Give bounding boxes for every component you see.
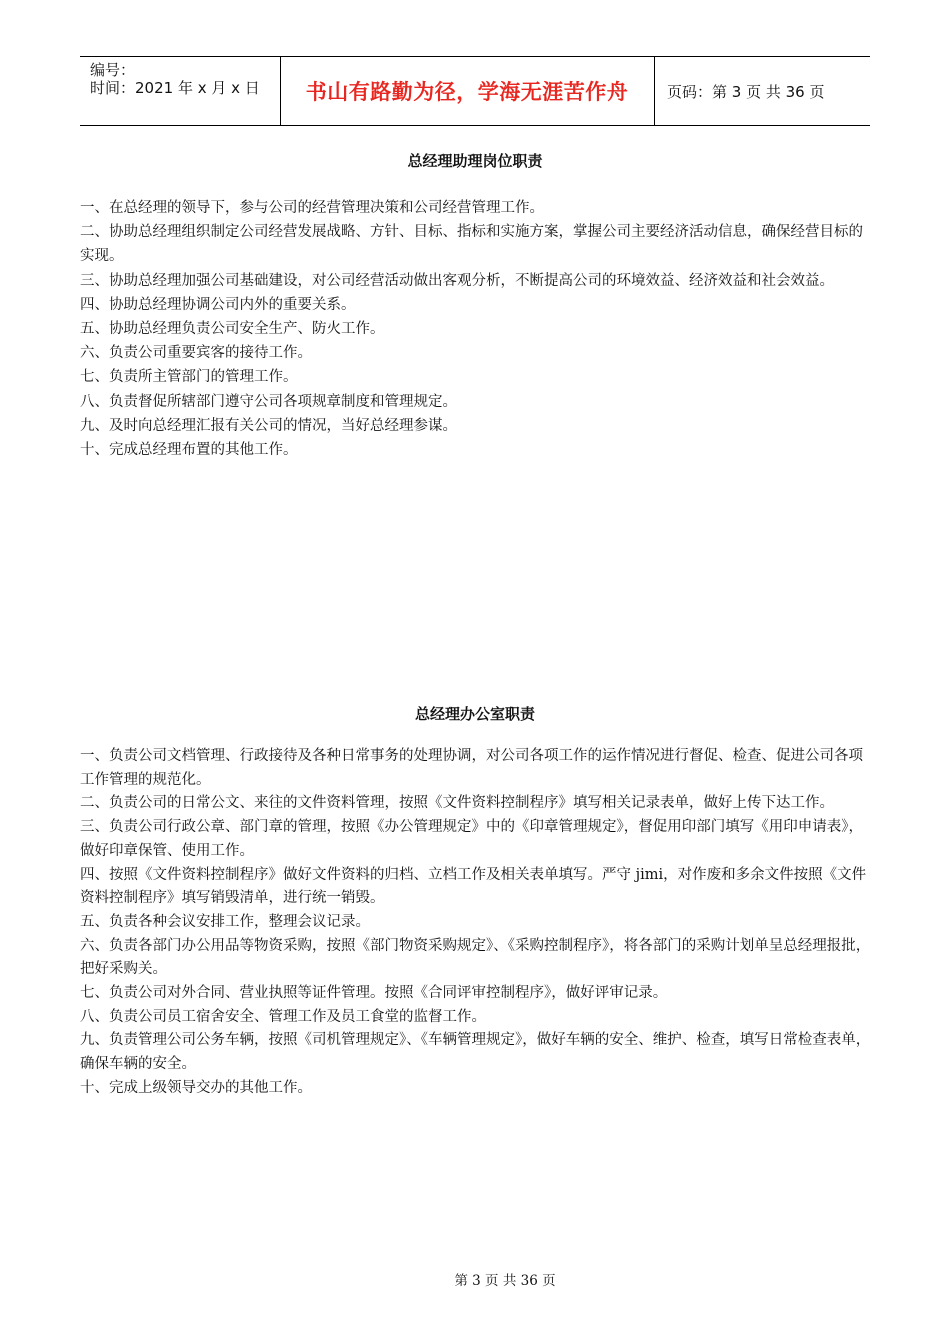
header-motto-cell	[280, 57, 655, 125]
list-item: 三、协助总经理加强公司基础建设，对公司经营活动做出客观分析，不断提高公司的环境效益、经济效益和社会效益。	[80, 272, 834, 289]
list-item: 五、协助总经理负责公司安全生产、防火工作。	[80, 321, 385, 338]
list-item: 四、按照《文件资料控制程序》做好文件资料的归档、立档工作及相关表单填写。严守 jimi，对作废和多余文件按照《文件资料控制程序》填写销毁清单，进行统一销毁。	[80, 866, 867, 907]
list-item: 七、负责公司对外合同、营业执照等证件管理。按照《合同评审控制程序》，做好评审记录。	[80, 985, 668, 1002]
list-item: 十、完成上级领导交办的其他工作。	[80, 1079, 312, 1096]
page-footer: 第 3 页 共 36 页	[454, 1273, 556, 1289]
list-item: 八、负责公司员工宿舍安全、管理工作及员工食堂的监督工作。	[80, 1008, 486, 1025]
header-page-code: 页码：第 3 页 共 36 页	[667, 82, 825, 101]
list-item: 四、协助总经理协调公司内外的重要关系。	[80, 296, 356, 313]
list-item: 六、负责各部门办公用品等物资采购，按照《部门物资采购规定》、《采购控制程序》，将各部门的采购计划单呈总经理报批，把好采购关。	[80, 937, 871, 978]
list-item: 三、负责公司行政公章、部门章的管理，按照《办公管理规定》中的《印章管理规定》，督促用印部门填写《用印申请表》，做好印章保管、使用工作。	[80, 819, 863, 859]
list-item: 七、负责所主管部门的管理工作。	[80, 369, 298, 386]
header-meta-cell	[80, 57, 281, 125]
header-motto: 书山有路勤为径，学海无涯苦作舟	[305, 80, 629, 104]
list-item: 二、负责公司的日常公文、来往的文件资料管理，按照《文件资料控制程序》填写相关记录表单，做好上传下达工作。	[80, 795, 834, 812]
list-item: 六、负责公司重要宾客的接待工作。	[80, 345, 312, 362]
document-header	[80, 56, 870, 126]
list-item: 一、负责公司文档管理、行政接待及各种日常事务的处理协调，对公司各项工作的运作情况进行督促、检查、促进公司各项工作管理的规范化。	[80, 748, 863, 788]
assistant-duties-list	[80, 196, 872, 462]
list-item: 九、负责管理公司公务车辆，按照《司机管理规定》、《车辆管理规定》，做好车辆的安全、维护、检查，填写日常检查表单，确保车辆的安全。	[80, 1032, 871, 1073]
section-title-office: 总经理办公室职责	[414, 705, 535, 723]
list-item: 九、及时向总经理汇报有关公司的情况，当好总经理参谋。	[80, 417, 457, 434]
list-item: 二、协助总经理组织制定公司经营发展战略、方针、目标、指标和实施方案，掌握公司主要经济活动信息，确保经营目标的实现。	[80, 224, 863, 265]
document-number-label: 编号：	[90, 61, 136, 79]
document-time-label: 时间：2021 年 x 月 x 日	[90, 79, 260, 97]
section-title-assistant: 总经理助理岗位职责	[407, 152, 543, 170]
office-duties-list	[80, 745, 872, 1101]
header-page-cell	[655, 57, 870, 125]
list-item: 八、负责督促所辖部门遵守公司各项规章制度和管理规定。	[80, 393, 457, 410]
list-item: 十、完成总经理布置的其他工作。	[80, 442, 298, 459]
list-item: 五、负责各种会议安排工作，整理会议记录。	[80, 913, 370, 930]
list-item: 一、在总经理的领导下，参与公司的经营管理决策和公司经营管理工作。	[80, 200, 544, 216]
